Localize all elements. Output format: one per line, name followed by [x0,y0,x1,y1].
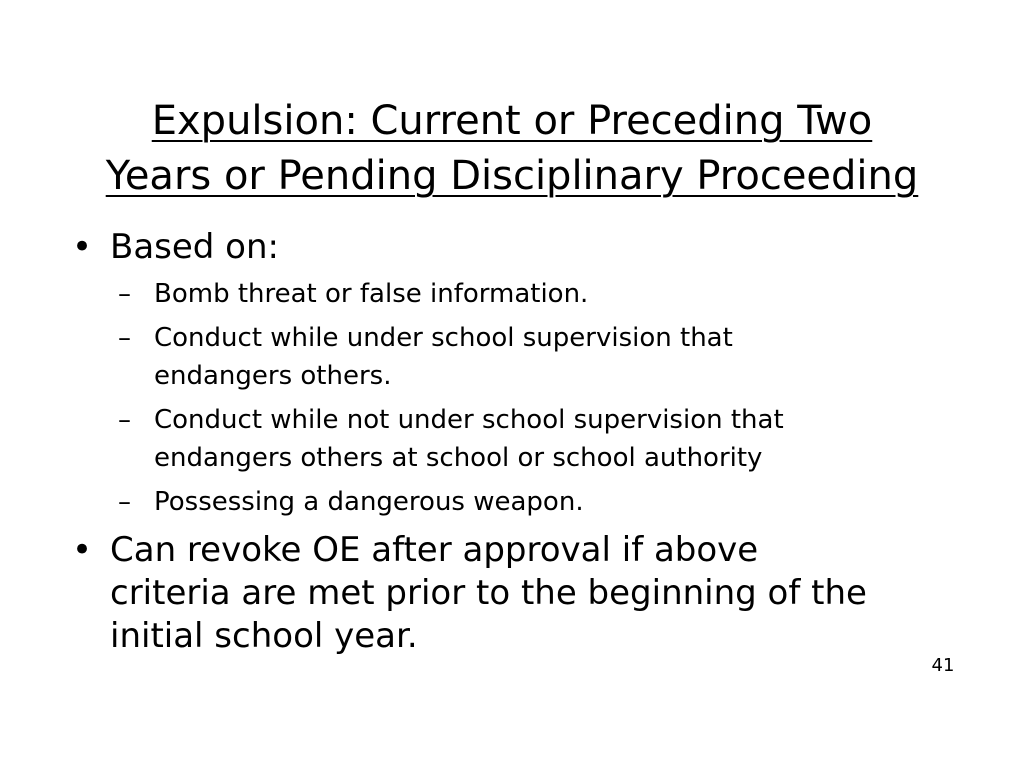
sub-bullet-list [110,275,972,521]
sub-bullet-item-conduct-under-supervision [110,319,972,395]
sub-bullet-text-line-2: endangers others at school or school authority [154,443,763,473]
page-number: 41 [931,655,955,676]
sub-bullet-text: Bomb threat or false information. [154,279,589,309]
sub-bullet-text-line-1: Conduct while under school supervision that [154,323,733,353]
bullet-text: Based on: [110,227,279,267]
slide-title-line-2: Years or Pending Disciplinary Proceeding [105,153,919,199]
slide-title [30,94,994,204]
bullet-marker: • [72,227,93,267]
dash-marker: – [118,323,131,353]
sub-bullet-text-line-1: Conduct while not under school supervision that [154,405,784,435]
bullet-text-line-2: criteria are met prior to the beginning of the [110,573,867,613]
bullet-text-line-1: Can revoke OE after approval if above [110,530,759,570]
bullet-text-line-3: initial school year. [110,616,418,656]
dash-marker: – [118,279,131,309]
sub-bullet-item-bomb-threat [110,275,972,313]
sub-bullet-text-line-2: endangers others. [154,361,392,391]
sub-bullet-item-dangerous-weapon [110,483,972,521]
sub-bullet-item-conduct-not-under-supervision [110,401,972,477]
bullet-item-based-on [72,226,972,521]
dash-marker: – [118,405,131,435]
bullet-list [72,226,972,658]
slide-title-line-1: Expulsion: Current or Preceding Two [151,98,873,144]
bullet-marker: • [72,530,93,570]
sub-bullet-text: Possessing a dangerous weapon. [154,487,584,517]
dash-marker: – [118,487,131,517]
bullet-item-revoke-oe [72,529,972,658]
